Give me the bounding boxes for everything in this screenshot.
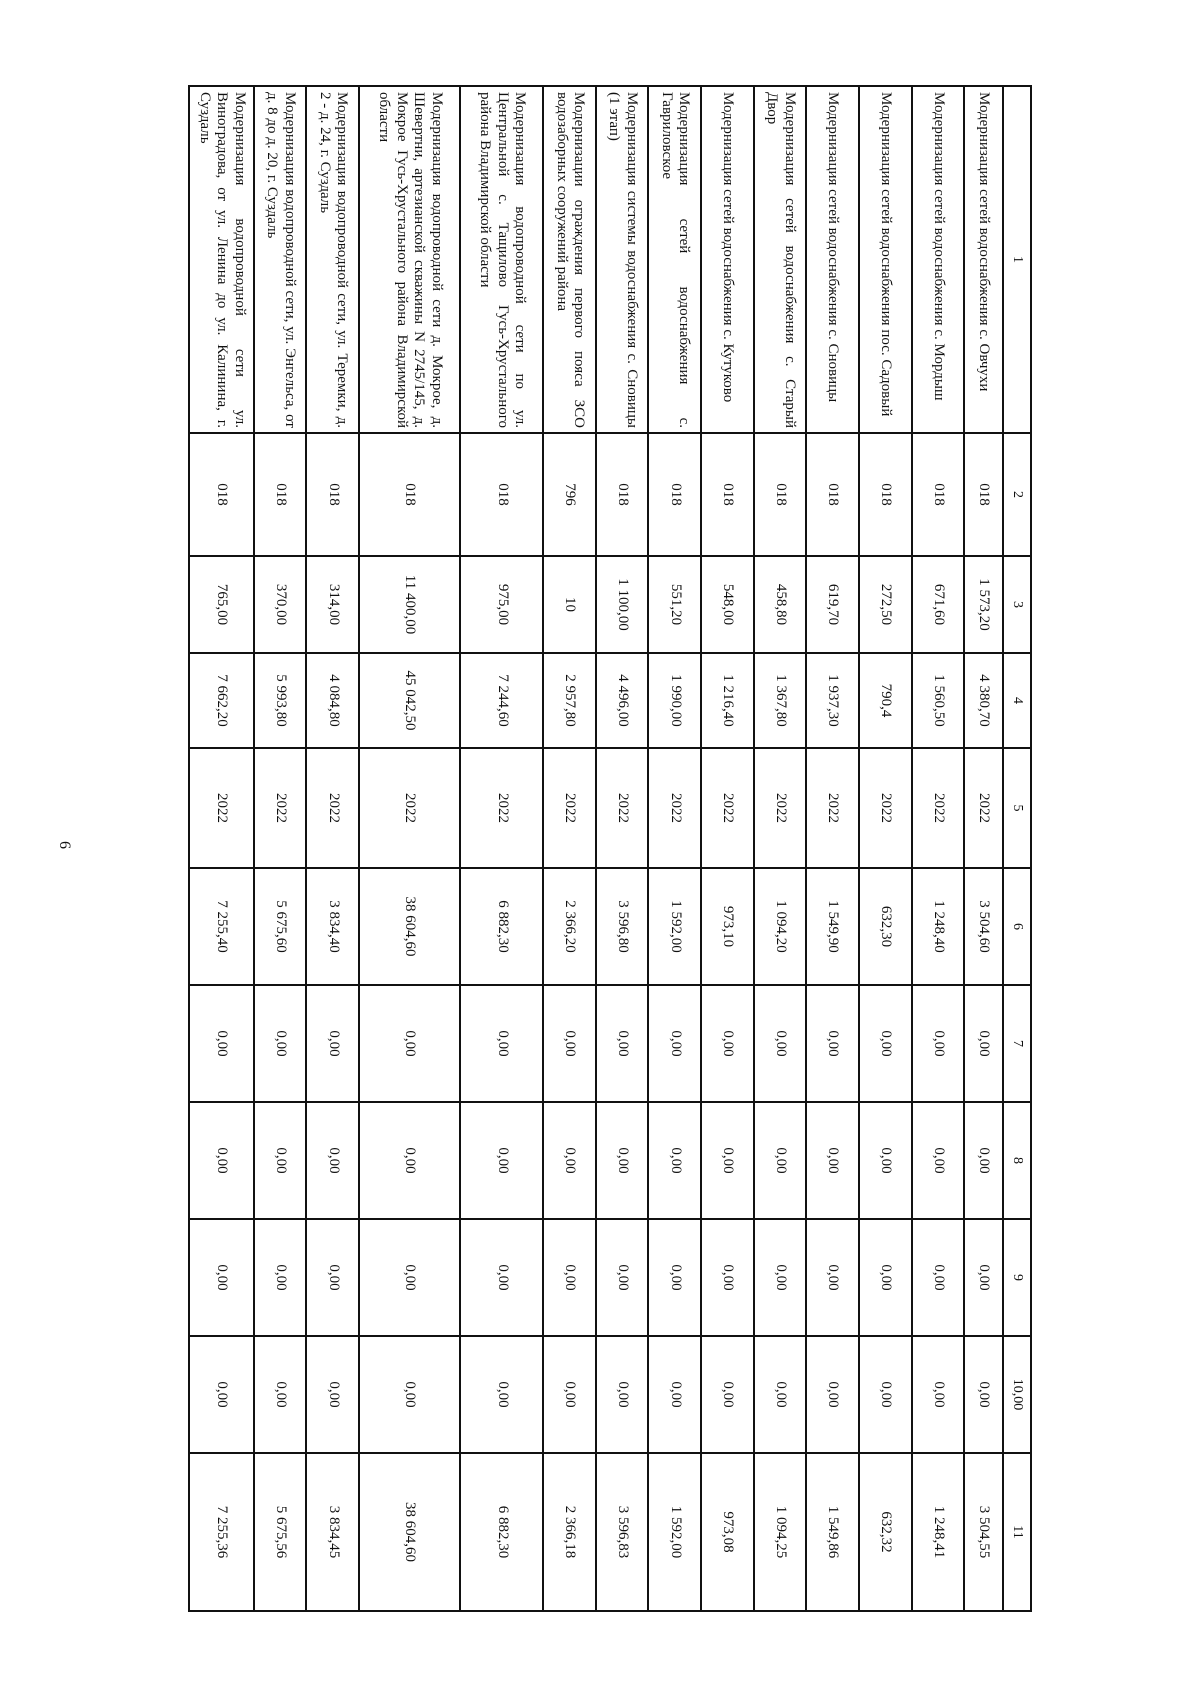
cell-c6: 632,30 (859, 868, 912, 985)
cell-c4: 4 380,70 (964, 653, 1002, 748)
cell-c3: 619,70 (806, 556, 859, 653)
row-name-cell (754, 86, 807, 433)
cell-c5: 2022 (701, 748, 754, 868)
cell-c5: 2022 (306, 748, 359, 868)
cell-c11: 632,32 (859, 1453, 912, 1611)
cell-c6: 1 549,90 (806, 868, 859, 985)
table-row (596, 86, 649, 1611)
cell-c3: 975,00 (460, 556, 543, 653)
cell-c2: 018 (596, 433, 649, 556)
cell-c3: 272,50 (859, 556, 912, 653)
row-name-cell (648, 86, 701, 433)
cell-c11: 3 596,83 (596, 1453, 649, 1611)
cell-c9: 0,00 (543, 1219, 596, 1336)
column-header: 3 (1003, 556, 1031, 653)
cell-c3: 548,00 (701, 556, 754, 653)
cell-c11: 2 366,18 (543, 1453, 596, 1611)
cell-c8: 0,00 (254, 1102, 307, 1219)
cell-c2: 018 (648, 433, 701, 556)
cell-c6: 38 604,60 (359, 868, 460, 985)
column-header: 8 (1003, 1102, 1031, 1219)
cell-c4: 7 662,20 (189, 653, 254, 748)
row-name: Модернизация сетей водоснабжения с. Овчухи (976, 92, 993, 392)
row-name: Модернизация сетей водоснабжения с. Гавриловское (658, 92, 693, 428)
cell-c6: 1 094,20 (754, 868, 807, 985)
row-name-cell (543, 86, 596, 433)
header-row (1003, 86, 1031, 1611)
cell-c7: 0,00 (912, 985, 965, 1102)
cell-c8: 0,00 (306, 1102, 359, 1219)
table-row (306, 86, 359, 1611)
cell-c6: 7 255,40 (189, 868, 254, 985)
cell-c11: 38 604,60 (359, 1453, 460, 1611)
cell-c10: 0,00 (964, 1336, 1002, 1453)
cell-c7: 0,00 (964, 985, 1002, 1102)
cell-c2: 796 (543, 433, 596, 556)
column-header: 9 (1003, 1219, 1031, 1336)
row-name: Модернизация водопроводной сети, ул. Энгельса, от д. 8 до д. 20, г. Суздаль (264, 92, 298, 428)
column-header: 2 (1003, 433, 1031, 556)
row-name-cell (359, 86, 460, 433)
cell-c11: 1 248,41 (912, 1453, 965, 1611)
cell-c3: 1 573,20 (964, 556, 1002, 653)
cell-c3: 671,60 (912, 556, 965, 653)
cell-c3: 1 100,00 (596, 556, 649, 653)
cell-c10: 0,00 (460, 1336, 543, 1453)
row-name-cell (306, 86, 359, 433)
cell-c5: 2022 (543, 748, 596, 868)
cell-c11: 1 094,25 (754, 1453, 807, 1611)
cell-c4: 790,4 (859, 653, 912, 748)
cell-c6: 1 248,40 (912, 868, 965, 985)
row-name: Модернизация водопроводной сети, ул. Теремки, д. 2 - д. 24, г. Суздаль (316, 92, 351, 428)
cell-c10: 0,00 (306, 1336, 359, 1453)
cell-c6: 1 592,00 (648, 868, 701, 985)
cell-c6: 973,10 (701, 868, 754, 985)
cell-c10: 0,00 (701, 1336, 754, 1453)
row-name-cell (701, 86, 754, 433)
cell-c10: 0,00 (806, 1336, 859, 1453)
cell-c7: 0,00 (859, 985, 912, 1102)
cell-c10: 0,00 (543, 1336, 596, 1453)
table-row (254, 86, 307, 1611)
cell-c2: 018 (701, 433, 754, 556)
row-name: Модернизация системы водоснабжения с. Сновицы (1 этап) (606, 92, 640, 428)
table-rotated-container (188, 85, 1032, 1610)
cell-c5: 2022 (254, 748, 307, 868)
cell-c2: 018 (964, 433, 1002, 556)
cell-c11: 973,08 (701, 1453, 754, 1611)
cell-c2: 018 (306, 433, 359, 556)
row-name-cell (964, 86, 1002, 433)
row-name-cell (596, 86, 649, 433)
cell-c7: 0,00 (543, 985, 596, 1102)
row-name: Модернизация водопроводной сети ул. Виноградова, от ул. Ленина до ул. Калинина, г. Суздаль (196, 92, 248, 428)
cell-c5: 2022 (460, 748, 543, 868)
row-name: Модернизация сетей водоснабжения пос. Садовый (878, 92, 895, 417)
cell-c7: 0,00 (306, 985, 359, 1102)
row-name: Модернизации ограждения первого пояса ЗСО водозаборных сооружений района (553, 92, 588, 428)
row-name: Модернизация сетей водоснабжения с. Сновицы (825, 92, 842, 403)
table-row (460, 86, 543, 1611)
cell-c5: 2022 (648, 748, 701, 868)
cell-c6: 5 675,60 (254, 868, 307, 985)
cell-c2: 018 (912, 433, 965, 556)
cell-c2: 018 (859, 433, 912, 556)
cell-c2: 018 (806, 433, 859, 556)
cell-c6: 3 596,80 (596, 868, 649, 985)
cell-c8: 0,00 (460, 1102, 543, 1219)
cell-c2: 018 (754, 433, 807, 556)
cell-c2: 018 (359, 433, 460, 556)
cell-c7: 0,00 (359, 985, 460, 1102)
cell-c10: 0,00 (189, 1336, 254, 1453)
table-row (648, 86, 701, 1611)
cell-c8: 0,00 (859, 1102, 912, 1219)
cell-c9: 0,00 (859, 1219, 912, 1336)
page-number: 6 (56, 841, 73, 849)
cell-c2: 018 (254, 433, 307, 556)
column-header: 7 (1003, 985, 1031, 1102)
table-row (964, 86, 1002, 1611)
cell-c7: 0,00 (701, 985, 754, 1102)
investment-table (188, 85, 1032, 1612)
cell-c9: 0,00 (460, 1219, 543, 1336)
cell-c5: 2022 (189, 748, 254, 868)
cell-c11: 1 592,00 (648, 1453, 701, 1611)
cell-c4: 1 560,50 (912, 653, 965, 748)
cell-c3: 10 (543, 556, 596, 653)
cell-c9: 0,00 (806, 1219, 859, 1336)
cell-c8: 0,00 (596, 1102, 649, 1219)
table-row (806, 86, 859, 1611)
cell-c8: 0,00 (806, 1102, 859, 1219)
cell-c7: 0,00 (648, 985, 701, 1102)
column-header: 4 (1003, 653, 1031, 748)
row-name: Модернизация водопроводной сети по ул. Центральной с. Тащилово Гусь-Хрустального района Владимирской области (476, 92, 529, 428)
cell-c5: 2022 (964, 748, 1002, 868)
cell-c6: 2 366,20 (543, 868, 596, 985)
cell-c8: 0,00 (754, 1102, 807, 1219)
cell-c5: 2022 (359, 748, 460, 868)
cell-c10: 0,00 (859, 1336, 912, 1453)
row-name: Модернизация водопроводной сети д. Мокрое, д. Шевертни, артезианской скважины N 2745/145, д. Мокрое Гусь-Хрустального района Владимирской области (375, 92, 446, 428)
row-name: Модернизация сетей водоснабжения с. Старый Двор (764, 92, 798, 428)
cell-c7: 0,00 (254, 985, 307, 1102)
table-row (543, 86, 596, 1611)
cell-c7: 0,00 (189, 985, 254, 1102)
table-row (912, 86, 965, 1611)
cell-c10: 0,00 (754, 1336, 807, 1453)
cell-c8: 0,00 (543, 1102, 596, 1219)
row-name-cell (912, 86, 965, 433)
table-row (189, 86, 254, 1611)
cell-c11: 3 504,55 (964, 1453, 1002, 1611)
cell-c10: 0,00 (596, 1336, 649, 1453)
cell-c4: 1 990,00 (648, 653, 701, 748)
cell-c5: 2022 (912, 748, 965, 868)
column-header: 10,00 (1003, 1336, 1031, 1453)
cell-c8: 0,00 (648, 1102, 701, 1219)
row-name-cell (859, 86, 912, 433)
row-name-cell (806, 86, 859, 433)
row-name: Модернизация сетей водоснабжения с. Мордыш (930, 92, 947, 401)
table-row (359, 86, 460, 1611)
cell-c11: 3 834,45 (306, 1453, 359, 1611)
cell-c9: 0,00 (964, 1219, 1002, 1336)
row-name-cell (189, 86, 254, 433)
cell-c4: 45 042,50 (359, 653, 460, 748)
cell-c4: 1 367,80 (754, 653, 807, 748)
cell-c9: 0,00 (912, 1219, 965, 1336)
cell-c3: 551,20 (648, 556, 701, 653)
cell-c9: 0,00 (648, 1219, 701, 1336)
cell-c4: 5 993,80 (254, 653, 307, 748)
cell-c6: 3 504,60 (964, 868, 1002, 985)
cell-c7: 0,00 (460, 985, 543, 1102)
cell-c7: 0,00 (754, 985, 807, 1102)
column-header: 6 (1003, 868, 1031, 985)
row-name: Модернизация сетей водоснабжения с. Кутуково (720, 92, 737, 403)
cell-c9: 0,00 (596, 1219, 649, 1336)
cell-c9: 0,00 (254, 1219, 307, 1336)
cell-c5: 2022 (859, 748, 912, 868)
cell-c10: 0,00 (912, 1336, 965, 1453)
cell-c10: 0,00 (359, 1336, 460, 1453)
cell-c8: 0,00 (359, 1102, 460, 1219)
cell-c6: 3 834,40 (306, 868, 359, 985)
row-name-cell (460, 86, 543, 433)
column-header: 11 (1003, 1453, 1031, 1611)
cell-c3: 458,80 (754, 556, 807, 653)
cell-c4: 7 244,60 (460, 653, 543, 748)
cell-c10: 0,00 (254, 1336, 307, 1453)
column-header: 5 (1003, 748, 1031, 868)
column-header: 1 (1003, 86, 1031, 433)
cell-c5: 2022 (596, 748, 649, 868)
cell-c3: 370,00 (254, 556, 307, 653)
cell-c11: 7 255,36 (189, 1453, 254, 1611)
cell-c10: 0,00 (648, 1336, 701, 1453)
cell-c4: 1 216,40 (701, 653, 754, 748)
cell-c11: 5 675,56 (254, 1453, 307, 1611)
table-body (189, 86, 1031, 1611)
cell-c9: 0,00 (701, 1219, 754, 1336)
cell-c4: 4 084,80 (306, 653, 359, 748)
cell-c6: 6 882,30 (460, 868, 543, 985)
cell-c9: 0,00 (359, 1219, 460, 1336)
row-name-cell (254, 86, 307, 433)
cell-c8: 0,00 (701, 1102, 754, 1219)
cell-c2: 018 (460, 433, 543, 556)
cell-c4: 2 957,80 (543, 653, 596, 748)
cell-c5: 2022 (806, 748, 859, 868)
cell-c3: 765,00 (189, 556, 254, 653)
cell-c8: 0,00 (189, 1102, 254, 1219)
table-row (754, 86, 807, 1611)
cell-c5: 2022 (754, 748, 807, 868)
table-row (701, 86, 754, 1611)
cell-c9: 0,00 (754, 1219, 807, 1336)
cell-c4: 4 496,00 (596, 653, 649, 748)
cell-c11: 1 549,86 (806, 1453, 859, 1611)
cell-c8: 0,00 (912, 1102, 965, 1219)
cell-c7: 0,00 (596, 985, 649, 1102)
cell-c9: 0,00 (189, 1219, 254, 1336)
cell-c3: 314,00 (306, 556, 359, 653)
cell-c11: 6 882,30 (460, 1453, 543, 1611)
cell-c8: 0,00 (964, 1102, 1002, 1219)
cell-c7: 0,00 (806, 985, 859, 1102)
table-row (859, 86, 912, 1611)
cell-c2: 018 (189, 433, 254, 556)
cell-c3: 11 400,00 (359, 556, 460, 653)
cell-c9: 0,00 (306, 1219, 359, 1336)
cell-c4: 1 937,30 (806, 653, 859, 748)
